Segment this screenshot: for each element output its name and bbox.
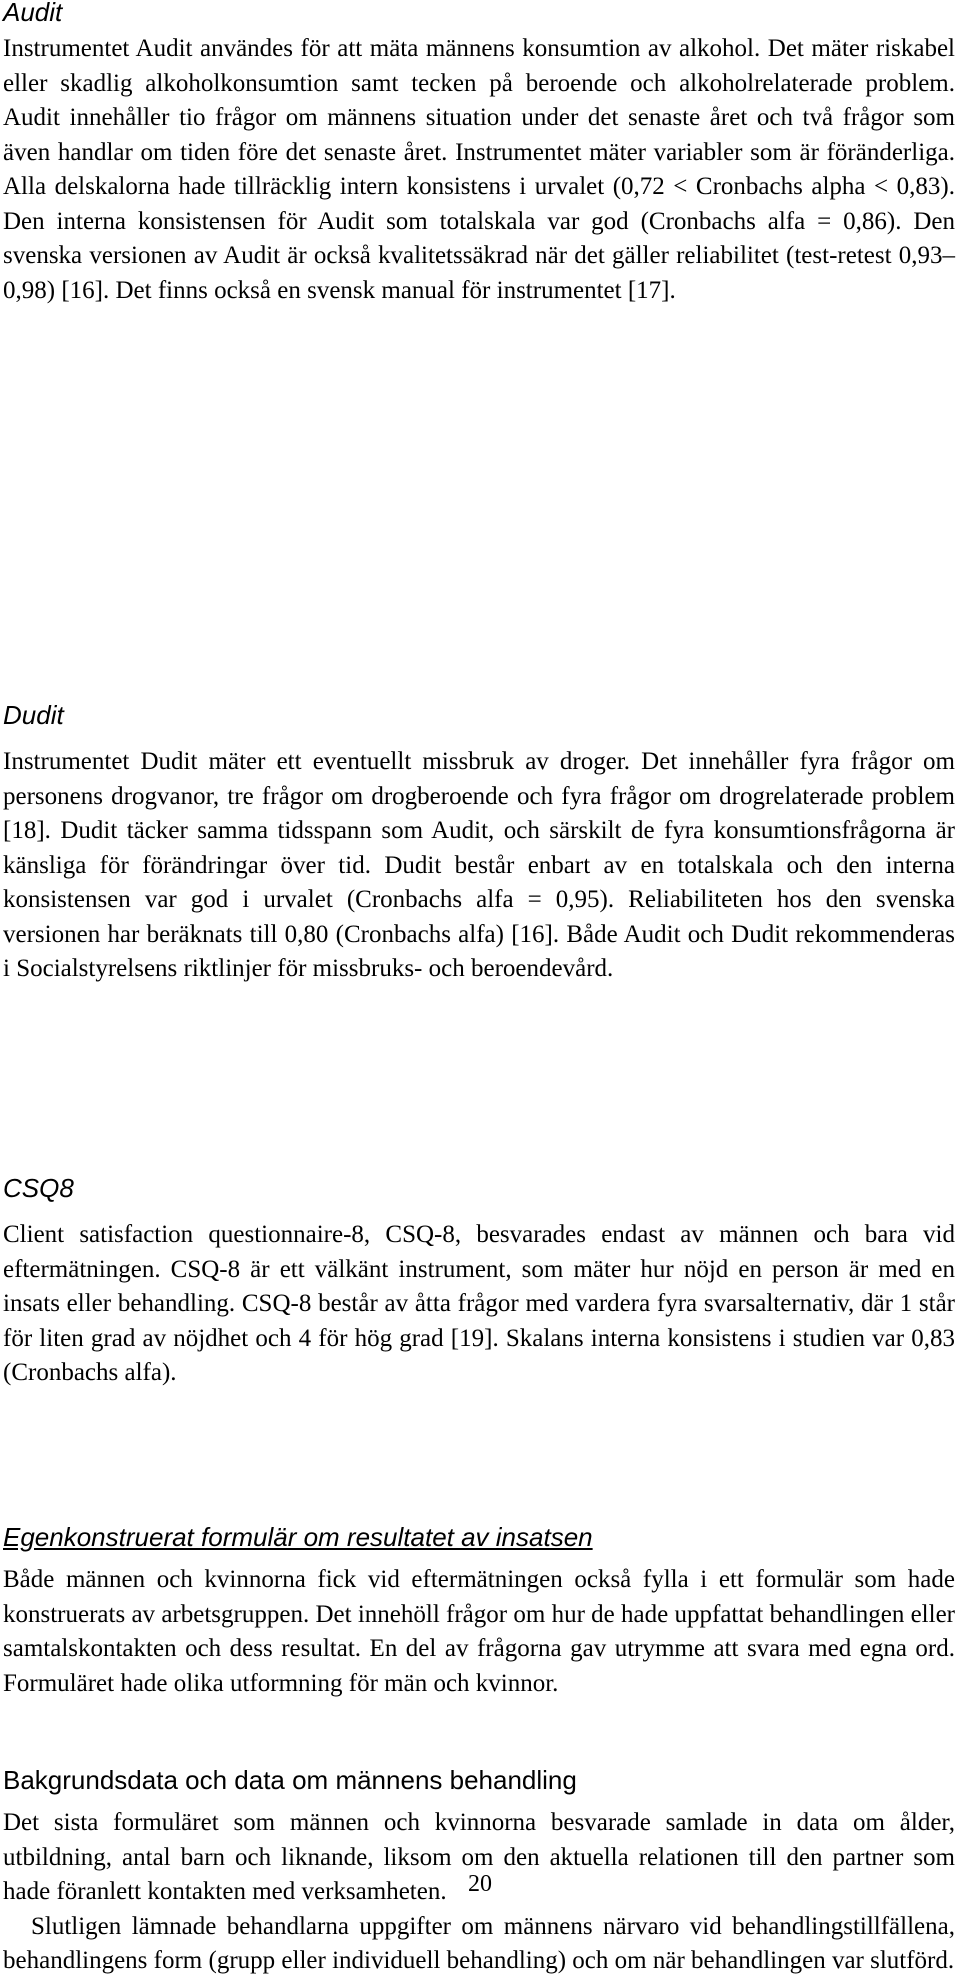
- section-egenkonstruerat-formular: [3, 1522, 955, 1701]
- body-paragraph: Instrumentet Dudit mäter ett eventuellt missbruk av droger. Det innehåller fyra frågor om personens drogvanor, tre frågor om drogberoende och fyra frågor om drogrelaterade problem [18]. Dudit täcker samma tidsspann som Audit, och särskilt de fyra konsumtionsfrågorna är känsliga för förändringar över tid. Dudit består enbart av en totalskala och den interna konsistensen var god i urvalet (Cronbachs alfa = 0,95). Reliabiliteten hos den svenska versionen har beräknats till 0,80 (Cronbachs alfa) [16]. Både Audit och Dudit rekommenderas i Socialstyrelsens riktlinjer för missbruks- och beroendevård.: [3, 748, 955, 982]
- section-heading: Dudit: [3, 700, 64, 730]
- section-audit: [3, 0, 955, 308]
- body-paragraph: Instrumentet Audit användes för att mäta männens konsumtion av alkohol. Det mäter riskabel eller skadlig alkoholkonsumtion samt tecken på beroende och alkoholrelaterade problem. Audit innehåller tio frågor om männens situation under det senaste året och två frågor som även handlar om tiden före det senaste året. Instrumentet mäter variabler som är föränderliga. Alla delskalorna hade tillräcklig intern konsistens i urvalet (0,72 < Cronbachs alpha < 0,83). Den interna konsistensen för Audit som totalskala var god (Cronbachs alfa = 0,86). Den svenska versionen av Audit är också kvalitetssäkrad när det gäller reliabilitet (test-retest 0,93–0,98) [16]. Det finns också en svensk manual för instrumentet [17].: [3, 35, 955, 304]
- body-paragraph: Det sista formuläret som männen och kvinnorna besvarade samlade in data om ålder, utbildning, antal barn och liknande, liksom om den aktuella relationen till den partner som hade föranlett kontakten med verksamheten.: [3, 1809, 955, 1905]
- page-number: 20: [468, 1871, 492, 1897]
- body-paragraph: Både männen och kvinnorna fick vid eftermätningen också fylla i ett formulär som hade konstruerats av arbetsgruppen. Det innehöll frågor om hur de hade uppfattat behandlingen eller samtalskontakten och dess resultat. En del av frågorna gav utrymme att svara med egna ord. Formuläret hade olika utformning för män och kvinnor.: [3, 1566, 955, 1697]
- section-heading: Egenkonstruerat formulär om resultatet av insatsen: [3, 1522, 593, 1552]
- section-heading: Audit: [3, 0, 63, 27]
- section-heading: Bakgrundsdata och data om männens behandling: [3, 1765, 577, 1795]
- section-heading: CSQ8: [3, 1173, 74, 1203]
- body-paragraph: Slutligen lämnade behandlarna uppgifter om männens närvaro vid behandlingstillfällena, behandlingens form (grupp eller individuell behandling) och om när behandlingen var slutförd.: [3, 1912, 955, 1974]
- section-csq8: [3, 1173, 955, 1391]
- section-dudit: [3, 700, 955, 987]
- body-paragraph: Client satisfaction questionnaire-8, CSQ-8, besvarades endast av männen och bara vid eftermätningen. CSQ-8 är ett välkänt instrument, som mäter hur nöjd en person är med en insats eller behandling. CSQ-8 består av åtta frågor med vardera fyra svarsalternativ, där 1 står för liten grad av nöjdhet och 4 för hög grad [19]. Skalans interna konsistens i studien var 0,83 (Cronbachs alfa).: [3, 1221, 955, 1386]
